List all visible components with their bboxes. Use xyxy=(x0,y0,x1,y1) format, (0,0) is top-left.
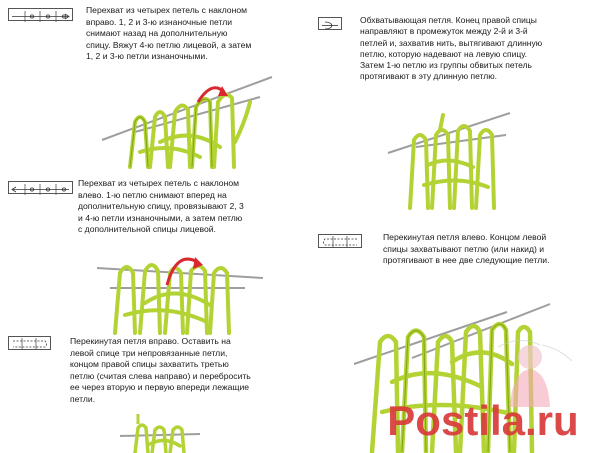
knitting-slipped-right-illustration xyxy=(120,414,200,453)
knitting-cross-right-illustration xyxy=(100,72,275,172)
knitting-cross-left-illustration xyxy=(95,243,265,335)
line: и 4-ю петли изнаночными, а затем петлю xyxy=(78,212,243,223)
line: петлю, которую надевают на левую спицу. xyxy=(360,48,528,59)
line: ее через вторую и первую впереди лежащие xyxy=(70,382,250,393)
line: дополнительную спицу, провязывают 2, 3 xyxy=(78,201,244,212)
four-stitch-right-cross-symbol xyxy=(8,8,73,21)
wrapped-loop-symbol xyxy=(318,17,342,30)
line: Перекинутая петля вправо. Оставить на xyxy=(70,336,231,346)
slipped-left-text xyxy=(383,232,598,267)
slipped-right-symbol xyxy=(8,336,51,350)
line: протягивают в нее две следующие петли. xyxy=(383,255,550,266)
line: с дополнительной спицы лицевой. xyxy=(78,224,216,235)
slipped-right-text xyxy=(70,336,305,406)
cross-four-left-text xyxy=(78,178,303,236)
line: Перекинутая петля влево. Концом левой xyxy=(383,232,547,242)
line: спицу. Вяжут 4-ю петлю лицевой, а затем xyxy=(86,39,252,50)
line: Обхватывающая петля. Конец правой спицы xyxy=(360,15,537,25)
line: Перехват из четырех петель с наклоном xyxy=(78,178,240,188)
logo-text: Postila.ru xyxy=(387,397,579,443)
line: направляют в промежуток между 2-й и 3-й xyxy=(360,26,528,37)
line: Затем 1-ю петлю из группы обвитых петель xyxy=(360,60,532,71)
knitting-wrapped-illustration xyxy=(388,105,513,210)
line: спицы захватывают петлю (или накид) и xyxy=(383,243,545,254)
line: вправо. 1, 2 и 3-ю изнаночные петли xyxy=(86,16,233,27)
postila-logo xyxy=(372,395,594,443)
line: влево. 1-ю петлю снимают вперед на xyxy=(78,189,227,200)
line: протягивают в эту длинную петлю. xyxy=(360,71,497,82)
four-stitch-left-cross-symbol xyxy=(8,181,73,194)
line: левой спице три непровязанные петли, xyxy=(70,347,228,358)
cross-four-right-text xyxy=(86,5,306,63)
line: 1, 2 и 3-ю петли изнаночными. xyxy=(86,51,208,62)
line: петли. xyxy=(70,393,96,404)
wrapped-loop-text xyxy=(360,15,600,83)
line: снимают назад на дополнительную xyxy=(86,28,228,39)
line: петлю (считая слева направо) и перебросить xyxy=(70,370,251,381)
line: концом правой спицы захватить третью xyxy=(70,359,229,370)
line: петлей и, захватив нить, вытягивают длинную xyxy=(360,37,543,48)
line: Перехват из четырех петель с наклоном xyxy=(86,5,248,15)
slipped-left-symbol xyxy=(318,234,362,248)
